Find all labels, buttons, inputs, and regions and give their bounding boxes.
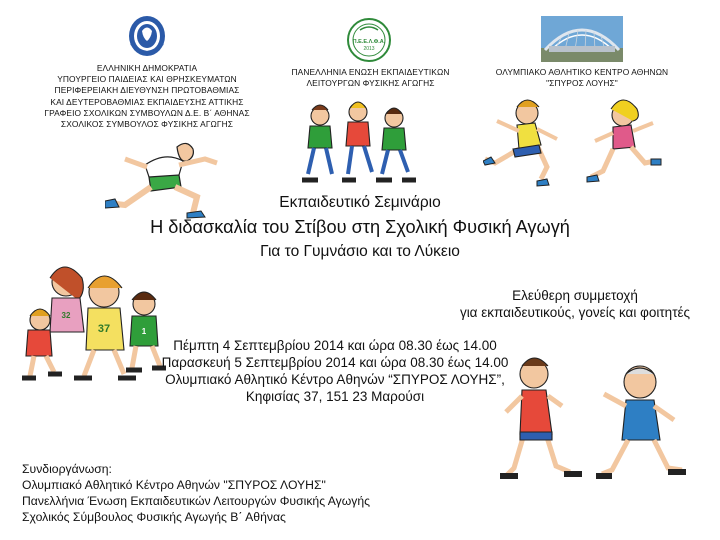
participation-line: για εκπαιδευτικούς, γονείς και φοιτητές xyxy=(459,305,691,320)
participation-block xyxy=(445,287,705,321)
runner-bib: 37 xyxy=(97,323,111,335)
authority-line: ΕΛΛΗΝΙΚΗ ΔΗΜΟΚΡΑΤΙΑ xyxy=(96,63,198,73)
runner-bib: 32 xyxy=(61,311,71,320)
federation-block xyxy=(283,67,458,89)
federation-line: ΠΑΝΕΛΛΗΝΙΑ ΕΝΩΣΗ ΕΚΠΑΙΔΕΥΤΙΚΩΝ xyxy=(291,67,450,77)
schedule-block xyxy=(160,337,510,405)
stadium-photo xyxy=(541,16,623,62)
federation-logo-text: Π.Ε.Ε.Λ.Φ.Α. xyxy=(352,39,386,45)
page-title: Η διδασκαλία του Στίβου στη Σχολική Φυσική Αγωγή xyxy=(150,217,570,237)
authority-block xyxy=(22,63,272,130)
authority-line: ΣΧΟΛΙΚΟΣ ΣΥΜΒΟΥΛΟΣ ΦΥΣΙΚΗΣ ΑΓΩΓΗΣ xyxy=(60,119,234,130)
schedule-line: Παρασκευή 5 Σεπτεμβρίου 2014 και ώρα 08.30 έως 14.00 xyxy=(161,355,509,370)
authority-line: ΥΠΟΥΡΓΕΙΟ ΠΑΙΔΕΙΑΣ ΚΑΙ ΘΡΗΣΚΕΥΜΑΤΩΝ xyxy=(57,74,237,85)
federation-logo-year: 2013 xyxy=(363,46,375,52)
children-group-cartoon xyxy=(22,262,167,397)
organizer-line: Πανελλήνια Ένωση Εκπαιδευτικών Λειτουργών Φυσικής Αγωγής xyxy=(22,494,371,508)
organizer-line: Σχολικός Σύμβουλος Φυσικής Αγωγής Β΄ Αθήνας xyxy=(22,510,286,524)
kids-running-cartoon xyxy=(483,95,668,190)
seminar-label: Εκπαιδευτικό Σεμινάριο xyxy=(279,194,441,211)
authority-line: ΓΡΑΦΕΙΟ ΣΧΟΛΙΚΩΝ ΣΥΜΒΟΥΛΩΝ Δ.Ε. Β΄ ΑΘΗΝΑΣ xyxy=(44,107,250,118)
organizers-block xyxy=(22,461,382,525)
title-block xyxy=(0,193,720,263)
authority-line: ΠΕΡΙΦΕΡΕΙΑΚΗ ΔΙΕΥΘΥΝΣΗ ΠΡΩΤΟΒΑΘΜΙΑΣ xyxy=(54,85,240,96)
schedule-line: Πέμπτη 4 Σεπτεμβρίου 2014 και ώρα 08.30 έως 14.00 xyxy=(173,338,497,353)
stadium-block xyxy=(492,67,672,89)
schedule-line: Κηφισίας 37, 151 23 Μαρούσι xyxy=(245,389,425,404)
runner-bib: 1 xyxy=(141,327,147,336)
organizer-line: Ολυμπιακό Αθλητικό Κέντρο Αθηνών "ΣΠΥΡΟΣ ΛΟΥΗΣ" xyxy=(22,478,326,492)
greek-state-seal-icon xyxy=(127,14,167,58)
schedule-line: Ολυμπιακό Αθλητικό Κέντρο Αθηνών “ΣΠΥΡΟΣ ΛΟΥΗΣ”, xyxy=(165,372,505,387)
authority-line: ΚΑΙ ΔΕΥΤΕΡΟΒΑΘΜΙΑΣ ΕΚΠΑΙΔΕΥΣΗΣ ΑΤΤΙΚΗΣ xyxy=(50,96,244,107)
stadium-line: "ΣΠΥΡΟΣ ΛΟΥΗΣ" xyxy=(546,78,618,89)
page-subtitle: Για το Γυμνάσιο και το Λύκειο xyxy=(260,243,460,260)
stadium-line: ΟΛΥΜΠΙΑΚΟ ΑΘΛΗΤΙΚΟ ΚΕΝΤΡΟ ΑΘΗΝΩΝ xyxy=(495,67,669,77)
organizers-heading: Συνδιοργάνωση: xyxy=(22,462,112,476)
federation-line: ΛΕΙΤΟΥΡΓΩΝ ΦΥΣΙΚΗΣ ΑΓΩΓΗΣ xyxy=(306,78,435,89)
federation-logo xyxy=(347,16,391,64)
participation-line: Ελεύθερη συμμετοχή xyxy=(512,288,638,303)
team-runners-cartoon xyxy=(298,100,418,190)
elderly-runners-cartoon xyxy=(500,352,690,487)
